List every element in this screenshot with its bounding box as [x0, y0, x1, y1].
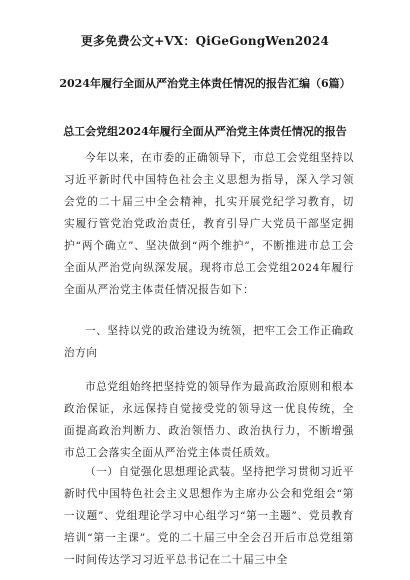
paragraph-theory-study: （一）自觉强化思想理论武装。坚持把学习贯彻习近平新时代中国特色社会主义思想作为主席办公会和党组会“第一议题”、党组理论学习中心组学习“第一主题”、党员教育培训“第一主课”。党的二十届三中全会召开后市总党组第一时间传达学习习近平总书记在二十届三中全: [64, 466, 354, 566]
paragraph-party-leadership: 市总党组始终把坚持党的领导作为最高政治原则和根本政治保证，永远保持自觉接受党的领导这一优良传统，全面提高政治判断力、政治领悟力、政治执行力，不断增强市总工会落实全面从严治党主体责任质效。: [64, 381, 354, 459]
section-title: 总工会党组2024年履行全面从严治党主体责任情况的报告: [63, 125, 347, 138]
header-note: 更多免费公文+VX：QiGeGongWen2024: [80, 34, 330, 48]
paragraph-heading-one: 一、坚持以党的政治建设为统领，把牢工会工作正确政治方向: [64, 325, 354, 359]
paragraph-intro: 今年以来，在市委的正确领导下，市总工会党组坚持以习近平新时代中国特色社会主义思想为指导，深入学习领会党的二十届三中全会精神，扎实开展党纪学习教育，切实履行管党治党政治责任，教育引导广大党员干部坚定拥护“两个确立”、坚决做到“两个维护”，不断推进市总工会全面从严治党向纵深发展。现将市总工会党组2024年履行全面从严治党主体责任情况报告如下：: [64, 152, 354, 296]
document-title: 2024年履行全面从严治党主体责任情况的报告汇编（6篇）: [59, 77, 351, 90]
